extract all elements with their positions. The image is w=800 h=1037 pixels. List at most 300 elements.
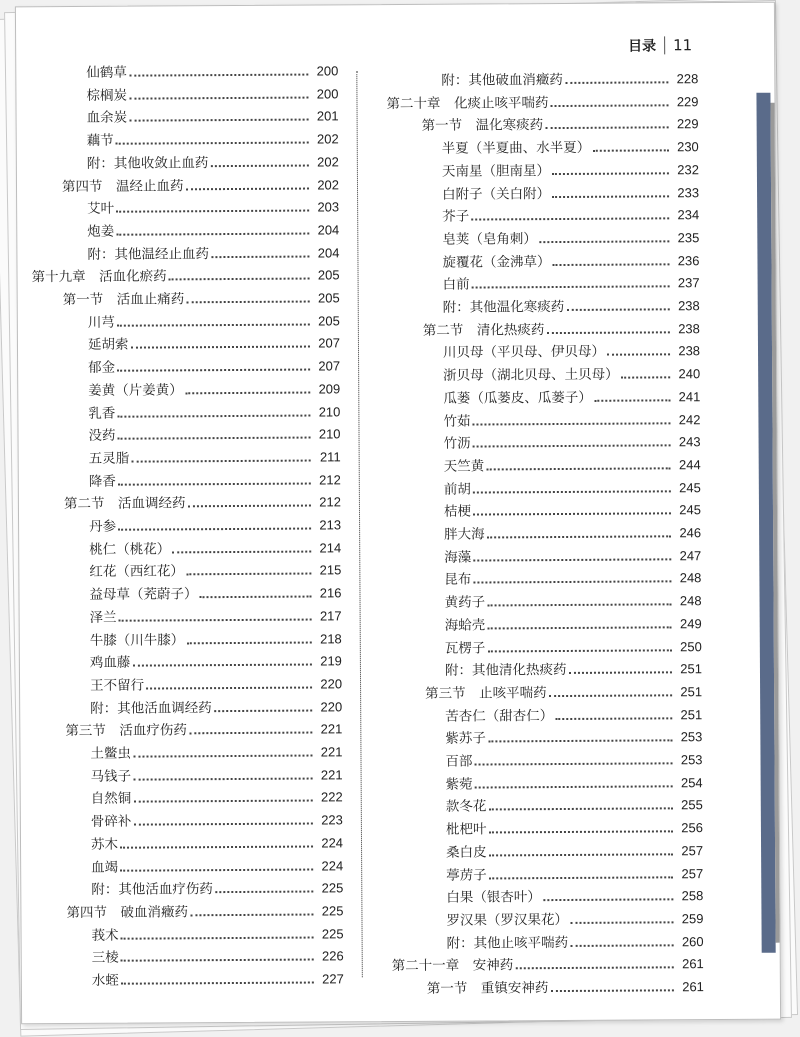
toc-entry-title: 桃仁（桃花）: [89, 541, 171, 558]
toc-item-entry[interactable]: [89, 470, 341, 492]
toc-page-number: 204: [317, 244, 340, 261]
toc-entry-title: 第十九章 活血化瘀药: [31, 268, 167, 286]
toc-item-entry[interactable]: [444, 455, 701, 477]
toc-page-number: 221: [320, 767, 343, 783]
toc-page-number: 225: [321, 903, 344, 919]
toc-item-entry[interactable]: [88, 379, 340, 401]
toc-section-entry[interactable]: [66, 901, 343, 923]
toc-page: [15, 2, 781, 1025]
toc-item-entry[interactable]: [445, 659, 702, 681]
toc-item-entry[interactable]: [444, 500, 701, 522]
toc-entry-title: 瓜蒌（瓜蒌皮、瓜蒌子）: [443, 389, 592, 407]
toc-page-number: 247: [679, 547, 702, 563]
leader-dots: [215, 891, 314, 894]
leader-dots: [487, 626, 672, 629]
leader-dots: [552, 172, 669, 175]
toc-entry-title: 王不留行: [90, 677, 145, 694]
toc-item-entry[interactable]: [89, 561, 341, 583]
toc-page-number: 200: [316, 86, 339, 102]
toc-entry-title: 附：其他活血调经药: [90, 699, 212, 717]
toc-entry-title: 鸡血藤: [89, 654, 131, 672]
toc-page-number: 251: [680, 661, 703, 677]
toc-item-entry[interactable]: [90, 674, 342, 696]
toc-page-number: 230: [677, 139, 699, 155]
toc-item-entry[interactable]: [445, 614, 702, 636]
toc-page-number: 212: [319, 471, 341, 488]
leader-dots: [118, 528, 311, 531]
toc-item-entry[interactable]: [92, 969, 344, 991]
toc-item-entry[interactable]: [445, 637, 702, 659]
toc-page-number: 205: [318, 313, 340, 329]
toc-page-number: 248: [679, 570, 702, 586]
toc-page-number: 220: [320, 676, 343, 692]
leader-dots: [566, 308, 670, 311]
toc-entry-title: 附：其他温经止血药: [87, 245, 209, 263]
toc-page-number: 251: [680, 684, 703, 700]
toc-item-entry[interactable]: [88, 425, 340, 447]
toc-item-entry[interactable]: [442, 228, 699, 250]
leader-dots: [185, 391, 311, 394]
toc-page-number: 216: [319, 585, 342, 601]
leader-dots: [133, 823, 313, 826]
leader-dots: [568, 672, 672, 675]
toc-page-number: 251: [680, 706, 703, 722]
leader-dots: [186, 573, 312, 576]
toc-page-number: 203: [317, 199, 340, 215]
toc-entry-title: 降香: [88, 473, 116, 490]
toc-entry-title: 三棱: [91, 950, 119, 967]
toc-page-number: 212: [319, 494, 341, 510]
leader-dots: [133, 777, 313, 780]
toc-item-entry[interactable]: [442, 137, 699, 159]
toc-section-entry[interactable]: [62, 175, 339, 197]
toc-item-entry[interactable]: [446, 886, 703, 908]
leader-dots: [190, 913, 314, 916]
toc-section-entry[interactable]: [63, 288, 340, 310]
toc-section-entry[interactable]: [64, 493, 341, 515]
leader-dots: [475, 762, 673, 765]
toc-page-number: 225: [321, 925, 344, 942]
toc-page-number: 222: [320, 789, 343, 805]
toc-entry-title: 芥子: [442, 208, 470, 225]
toc-entry-title: 艾叶: [87, 200, 115, 218]
toc-entry-title: 水蛭: [91, 972, 119, 989]
toc-page-number: 233: [677, 184, 700, 200]
toc-item-entry[interactable]: [91, 833, 343, 855]
toc-chapter-entry[interactable]: [386, 92, 698, 114]
leader-dots: [172, 550, 311, 553]
leader-dots: [489, 876, 674, 879]
toc-page-number: 205: [317, 290, 340, 306]
toc-page-number: 221: [320, 721, 343, 737]
toc-entry-title: 前胡: [443, 481, 471, 498]
toc-page-number: 213: [319, 517, 342, 533]
toc-item-entry[interactable]: [91, 856, 343, 878]
toc-page-number: 245: [679, 502, 702, 518]
leader-dots: [515, 967, 674, 970]
toc-entry-title: 血余炭: [86, 110, 128, 127]
leader-dots: [488, 740, 673, 743]
leader-dots: [545, 127, 669, 130]
toc-item-entry[interactable]: [91, 788, 343, 810]
leader-dots: [120, 868, 313, 871]
toc-item-entry[interactable]: [87, 152, 339, 174]
toc-page-number: 236: [677, 252, 700, 268]
toc-item-entry[interactable]: [87, 129, 339, 151]
toc-page-number: 228: [676, 71, 699, 87]
leader-dots: [473, 445, 671, 448]
toc-page-number: 218: [320, 630, 342, 646]
toc-item-entry[interactable]: [442, 205, 699, 227]
toc-page-number: 258: [681, 888, 704, 904]
toc-item-entry[interactable]: [447, 932, 704, 954]
toc-entry-title: 葶苈子: [446, 866, 487, 884]
toc-page-number: 202: [317, 154, 339, 170]
leader-dots: [488, 808, 673, 811]
toc-entry-title: 五灵脂: [88, 450, 130, 467]
leader-dots: [187, 505, 311, 508]
toc-entry-title: 罗汉果（罗汉果花）: [446, 911, 569, 929]
leader-dots: [473, 490, 671, 493]
toc-item-entry[interactable]: [86, 84, 338, 106]
toc-entry-title: 牛膝（川牛膝）: [89, 631, 185, 649]
leader-dots: [489, 853, 674, 856]
toc-page-number: 243: [678, 434, 701, 450]
leader-dots: [546, 331, 670, 334]
toc-page-number: 254: [680, 774, 703, 790]
toc-item-entry[interactable]: [88, 356, 340, 378]
header-separator: [664, 36, 665, 54]
leader-dots: [472, 286, 670, 289]
leader-dots: [129, 96, 309, 99]
toc-entry-title: 白果（银杏叶）: [446, 889, 541, 906]
toc-entry-title: 土鳖虫: [90, 745, 132, 762]
toc-page-number: 217: [319, 608, 342, 624]
leader-dots: [487, 535, 672, 538]
leader-dots: [570, 944, 674, 947]
toc-page-number: 220: [320, 698, 343, 715]
leader-dots: [472, 422, 670, 425]
toc-entry-title: 莪术: [91, 927, 119, 944]
toc-entry-title: 仙鹤草: [86, 64, 127, 81]
toc-entry-title: 附：其他清化热痰药: [444, 662, 567, 679]
toc-item-entry[interactable]: [86, 61, 338, 83]
toc-item-entry[interactable]: [446, 773, 703, 795]
toc-entry-title: 皂荚（皂角刺）: [442, 231, 537, 248]
toc-entry-title: 紫菀: [445, 776, 473, 793]
toc-entry-title: 附：其他活血疗伤药: [91, 881, 213, 899]
toc-page-number: 207: [318, 335, 341, 351]
toc-entry-title: 第三节 活血疗伤药: [65, 722, 187, 740]
toc-entry-title: 棕榈炭: [86, 87, 127, 104]
toc-entry-title: 天南星（胆南星）: [441, 162, 550, 180]
leader-dots: [120, 845, 313, 848]
toc-section-entry[interactable]: [427, 977, 704, 999]
toc-item-entry[interactable]: [444, 523, 701, 545]
toc-page-number: 235: [677, 230, 700, 246]
toc-item-entry[interactable]: [444, 432, 701, 454]
leader-dots: [131, 459, 311, 462]
toc-item-entry[interactable]: [443, 410, 700, 432]
toc-item-entry[interactable]: [442, 251, 699, 273]
toc-page-number: 223: [321, 812, 343, 828]
toc-item-entry[interactable]: [444, 569, 701, 591]
toc-item-entry[interactable]: [446, 864, 703, 886]
toc-page-number: 205: [317, 267, 340, 283]
toc-entry-title: 骨碎补: [90, 813, 132, 830]
toc-entry-title: 第一节 温化寒痰药: [421, 117, 544, 135]
toc-entry-title: 白附子（关白附）: [442, 185, 551, 203]
toc-item-entry[interactable]: [92, 947, 344, 969]
toc-entry-title: 自然铜: [90, 791, 132, 808]
leader-dots: [473, 558, 671, 561]
toc-page-number: 232: [677, 161, 699, 178]
toc-entry-title: 款冬花: [445, 798, 487, 816]
leader-dots: [116, 210, 309, 213]
toc-page-number: 250: [680, 638, 702, 654]
header-page-number: 11: [672, 36, 693, 55]
toc-entry-title: 第二十一章 安神药: [391, 957, 514, 975]
toc-entry-title: 苦杏仁（甜杏仁）: [445, 707, 554, 725]
toc-left-column: [16, 5, 356, 989]
leader-dots: [551, 104, 669, 107]
toc-page-number: 207: [318, 358, 341, 374]
toc-page-number: 240: [678, 366, 701, 382]
toc-entry-title: 没药: [88, 427, 116, 445]
toc-entry-title: 桔梗: [443, 503, 472, 521]
toc-item-entry[interactable]: [87, 198, 339, 220]
toc-entry-title: 乳香: [88, 405, 116, 422]
toc-entry-title: 川芎: [87, 314, 115, 331]
toc-entry-title: 百部: [445, 753, 473, 770]
toc-section-entry[interactable]: [423, 319, 700, 341]
toc-entry-title: 附：其他收敛止血药: [86, 154, 209, 172]
leader-dots: [133, 800, 313, 803]
toc-page-number: 242: [678, 411, 701, 427]
leader-dots: [200, 596, 312, 599]
toc-entry-title: 第一节 活血止痛药: [62, 291, 185, 309]
toc-entry-title: 桑白皮: [446, 844, 487, 861]
toc-item-entry[interactable]: [90, 697, 342, 719]
toc-entry-title: 第二节 活血调经药: [63, 495, 186, 513]
toc-item-entry[interactable]: [89, 515, 341, 537]
leader-dots: [549, 694, 673, 697]
toc-entry-title: 第四节 温经止血药: [61, 177, 184, 195]
leader-dots: [552, 195, 669, 198]
toc-entry-title: 第二十章 化痰止咳平喘药: [386, 94, 549, 112]
toc-item-entry[interactable]: [90, 606, 342, 628]
toc-item-entry[interactable]: [444, 478, 701, 500]
toc-item-entry[interactable]: [442, 160, 699, 182]
toc-section-entry[interactable]: [422, 115, 699, 137]
toc-page-number: 210: [318, 426, 341, 442]
toc-page-number: 229: [676, 93, 699, 109]
toc-entry-title: 枇杷叶: [445, 821, 487, 838]
toc-entry-title: 紫苏子: [445, 730, 486, 748]
toc-page-number: 200: [316, 63, 339, 79]
toc-item-entry[interactable]: [446, 841, 703, 863]
toc-item-entry[interactable]: [446, 818, 703, 840]
toc-item-entry[interactable]: [90, 652, 342, 674]
leader-dots: [486, 467, 671, 470]
leader-dots: [565, 81, 669, 84]
toc-page-number: 202: [316, 131, 339, 147]
toc-item-entry[interactable]: [87, 243, 339, 265]
toc-page-number: 224: [321, 835, 344, 851]
leader-dots: [118, 482, 311, 485]
leader-dots: [121, 959, 314, 962]
toc-entry-title: 藕节: [86, 132, 114, 149]
toc-page-number: 224: [321, 857, 344, 873]
toc-item-entry[interactable]: [91, 765, 343, 787]
toc-page-number: 225: [321, 880, 344, 896]
toc-page-number: 219: [320, 653, 342, 669]
toc-item-entry[interactable]: [444, 546, 701, 568]
toc-item-entry[interactable]: [443, 296, 700, 318]
toc-entry-title: 胖大海: [444, 526, 485, 543]
leader-dots: [475, 785, 673, 788]
toc-page-number: 238: [678, 320, 700, 336]
leader-dots: [129, 119, 309, 122]
leader-dots: [130, 346, 310, 349]
toc-entry-title: 炮姜: [87, 223, 115, 240]
leader-dots: [121, 936, 314, 939]
toc-page-number: 253: [680, 729, 703, 745]
toc-page-number: 210: [318, 403, 341, 419]
toc-page-number: 245: [679, 479, 701, 495]
leader-dots: [117, 414, 310, 417]
toc-page-number: 215: [319, 562, 342, 578]
leader-dots: [539, 240, 670, 243]
leader-dots: [473, 581, 671, 584]
leader-dots: [621, 376, 671, 378]
toc-page-number: 238: [677, 298, 700, 314]
toc-item-entry[interactable]: [89, 538, 341, 560]
toc-item-entry[interactable]: [92, 924, 344, 946]
leader-dots: [117, 369, 310, 372]
toc-item-entry[interactable]: [443, 342, 700, 364]
toc-entry-title: 海蛤壳: [444, 617, 486, 634]
leader-dots: [555, 717, 672, 720]
toc-page-number: 256: [681, 820, 703, 836]
toc-page-number: 214: [319, 540, 342, 556]
leader-dots: [119, 618, 312, 621]
leader-dots: [607, 354, 670, 356]
leader-dots: [487, 649, 672, 652]
toc-entry-title: 浙贝母（湖北贝母、土贝母）: [443, 366, 619, 384]
toc-item-entry[interactable]: [91, 879, 343, 901]
toc-page-number: 255: [681, 797, 703, 813]
leader-dots: [473, 513, 671, 516]
toc-entry-title: 丹参: [89, 518, 117, 535]
leader-dots: [133, 755, 313, 758]
toc-item-entry[interactable]: [443, 364, 700, 386]
toc-page-number: 244: [678, 457, 701, 473]
leader-dots: [118, 437, 311, 440]
column-divider: [356, 71, 363, 977]
leader-dots: [550, 989, 674, 992]
leader-dots: [116, 232, 309, 235]
toc-item-entry[interactable]: [91, 810, 343, 832]
toc-entry-title: 川贝母（平贝母、伊贝母）: [442, 344, 606, 362]
leader-dots: [121, 982, 314, 985]
toc-page-number: 209: [318, 381, 341, 397]
leader-dots: [186, 641, 312, 644]
toc-page-number: 238: [678, 343, 701, 359]
leader-dots: [186, 187, 310, 190]
toc-item-entry[interactable]: [443, 387, 700, 409]
toc-item-entry[interactable]: [89, 583, 341, 605]
toc-entry-title: 半夏（半夏曲、水半夏）: [441, 139, 591, 157]
toc-entry-title: 红花（西红花）: [89, 563, 184, 581]
toc-entry-title: 第一节 重镇安神药: [426, 980, 549, 997]
toc-item-entry[interactable]: [87, 220, 339, 242]
header-title: 目录: [628, 38, 657, 55]
leader-dots: [214, 709, 313, 712]
toc-item-entry[interactable]: [446, 909, 703, 931]
leader-dots: [186, 301, 310, 304]
toc-page-number: 221: [320, 744, 343, 760]
toc-page-number: 261: [682, 979, 704, 995]
toc-section-entry[interactable]: [65, 720, 342, 742]
toc-item-entry[interactable]: [441, 69, 698, 91]
toc-entry-title: 第三节 止咳平喘药: [425, 684, 547, 702]
toc-section-entry[interactable]: [425, 682, 702, 704]
toc-chapter-entry[interactable]: [392, 954, 704, 976]
toc-entry-title: 附：其他破血消癥药: [441, 71, 563, 89]
leader-dots: [552, 263, 669, 266]
toc-page-number: 257: [681, 842, 704, 859]
toc-page-number: 237: [677, 275, 700, 291]
toc-page-number: 211: [319, 449, 341, 465]
toc-entry-title: 泽兰: [89, 609, 117, 626]
toc-page-number: 248: [679, 593, 702, 609]
toc-item-entry[interactable]: [89, 447, 341, 469]
toc-item-entry[interactable]: [90, 629, 342, 651]
toc-page-number: 260: [681, 933, 704, 949]
toc-entry-title: 益母草（茺蔚子）: [89, 586, 198, 603]
toc-item-entry[interactable]: [445, 727, 702, 749]
leader-dots: [129, 74, 309, 77]
toc-item-entry[interactable]: [87, 107, 339, 129]
toc-item-entry[interactable]: [90, 742, 342, 764]
leader-dots: [132, 664, 312, 667]
running-header: [628, 35, 692, 55]
toc-item-entry[interactable]: [88, 402, 340, 424]
toc-page-number: 249: [679, 615, 702, 632]
toc-page-number: 204: [317, 222, 340, 238]
toc-entry-title: 黄药子: [444, 594, 486, 611]
toc-page-number: 201: [316, 108, 339, 124]
toc-item-entry[interactable]: [445, 705, 702, 727]
toc-item-entry[interactable]: [446, 796, 703, 818]
toc-page-number: 261: [682, 956, 704, 972]
leader-dots: [487, 603, 672, 606]
toc-item-entry[interactable]: [442, 183, 699, 205]
toc-item-entry[interactable]: [444, 591, 701, 613]
toc-page-number: 229: [676, 116, 699, 132]
toc-item-entry[interactable]: [88, 334, 340, 356]
toc-page-number: 241: [678, 388, 701, 405]
toc-entry-title: 苏木: [90, 836, 119, 853]
toc-page-number: 246: [679, 525, 702, 541]
toc-item-entry[interactable]: [445, 750, 702, 772]
toc-item-entry[interactable]: [88, 311, 340, 333]
toc-chapter-entry[interactable]: [31, 266, 339, 288]
toc-item-entry[interactable]: [443, 273, 700, 295]
toc-page-number: 226: [321, 948, 344, 964]
toc-entry-title: 延胡索: [87, 337, 129, 354]
